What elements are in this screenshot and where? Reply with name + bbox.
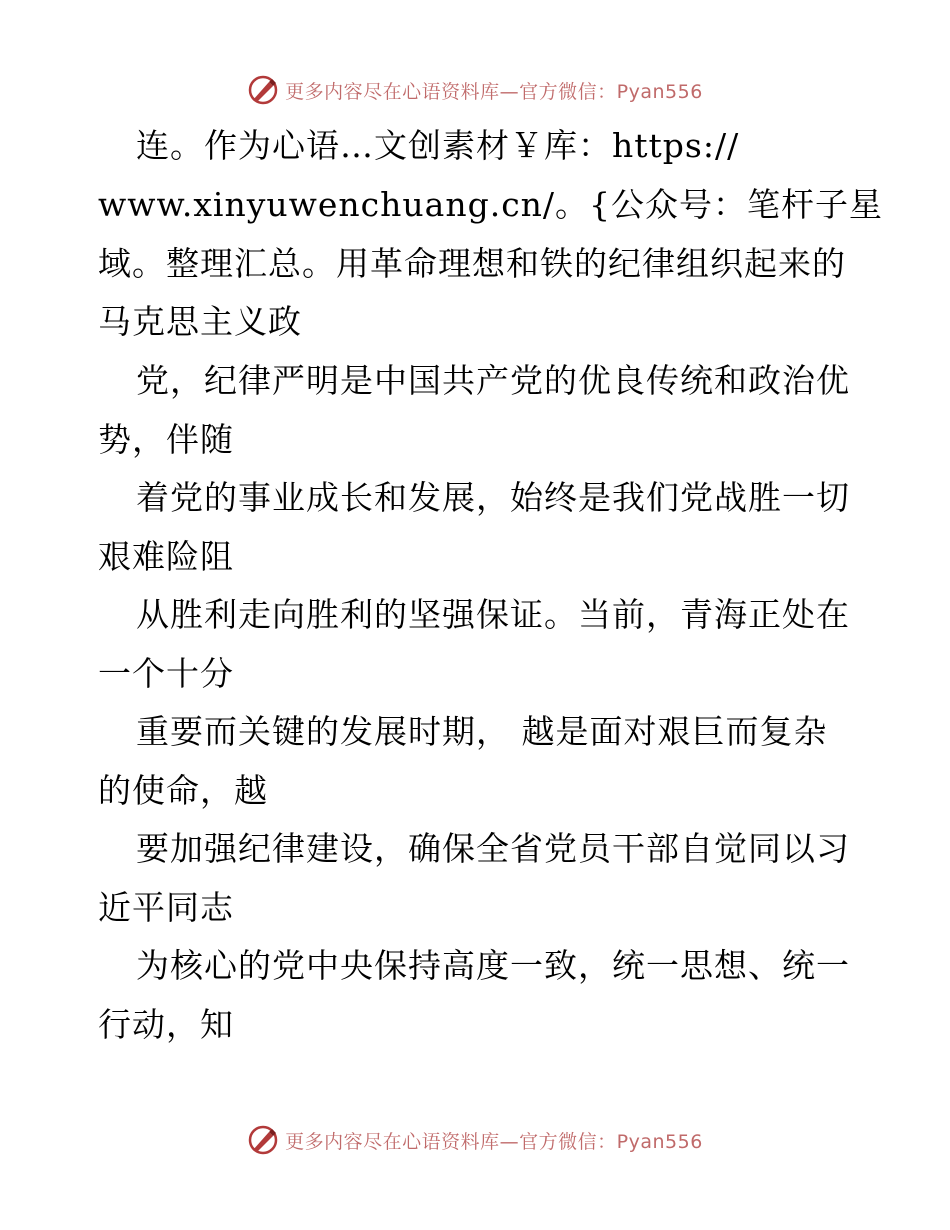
body-line: 党，纪律严明是中国共产党的优良传统和政治优 xyxy=(136,361,850,400)
body-line: 为核心的党中央保持高度一致，统一思想、统一 xyxy=(136,946,850,985)
body-line: 域。整理汇总。用革命理想和铁的纪律组织起来的 xyxy=(98,244,846,283)
body-line: 的使命，越 xyxy=(98,771,268,810)
body-line: 要加强纪律建设，确保全省党员干部自觉同以习 xyxy=(136,829,850,868)
body-line: 艰难险阻 xyxy=(98,537,234,576)
body-line: 从胜利走向胜利的坚强保证。当前，青海正处在 xyxy=(136,595,850,634)
body-line: 近平同志 xyxy=(98,888,234,927)
pen-logo-icon xyxy=(247,74,279,106)
body-line: 势，伴随 xyxy=(98,420,234,459)
body-line: 着党的事业成长和发展，始终是我们党战胜一切 xyxy=(136,478,850,517)
pen-logo-icon xyxy=(247,1124,279,1156)
body-line: 行动，知 xyxy=(98,1005,234,1044)
header-banner-text: 更多内容尽在心语资料库—官方微信：Pyan556 xyxy=(285,80,703,103)
footer-banner-text: 更多内容尽在心语资料库—官方微信：Pyan556 xyxy=(285,1130,703,1153)
body-line: www.xinyuwenchuang.cn/。{公众号：笔杆子星 xyxy=(98,185,884,224)
body-line: 马克思主义政 xyxy=(98,302,302,341)
body-line: 重要而关键的发展时期， 越是面对艰巨而复杂 xyxy=(136,712,828,751)
footer-banner xyxy=(0,1120,950,1160)
body-line: 连。作为心语…文创素材￥库：https:// xyxy=(136,126,740,165)
header-banner xyxy=(0,70,950,110)
body-line: 一个十分 xyxy=(98,654,234,693)
